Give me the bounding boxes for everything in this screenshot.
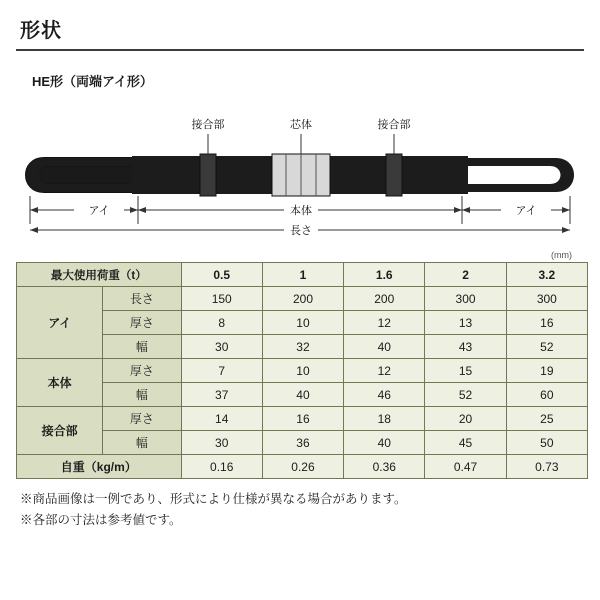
cell: 40 xyxy=(344,335,425,359)
cell: 43 xyxy=(425,335,506,359)
section-title: HE形（両端アイ形） xyxy=(32,74,153,89)
cell: 0.73 xyxy=(506,455,587,479)
cell: 14 xyxy=(181,407,262,431)
cell: 0.47 xyxy=(425,455,506,479)
table-row xyxy=(17,287,588,311)
table-header-row xyxy=(17,263,588,287)
cell: 300 xyxy=(425,287,506,311)
table-row xyxy=(17,455,588,479)
cell: 18 xyxy=(344,407,425,431)
cell: 200 xyxy=(344,287,425,311)
cell: 30 xyxy=(181,335,262,359)
label-eye-left: アイ xyxy=(88,205,110,217)
sling-diagram xyxy=(14,96,586,256)
note-line-2: ※各部の寸法は参考値です。 xyxy=(20,513,182,528)
group-label-body: 本体 xyxy=(17,359,103,407)
right-eye-shape xyxy=(466,158,574,192)
notes-block xyxy=(20,489,586,532)
cell: 25 xyxy=(506,407,587,431)
header-capacity-4: 3.2 xyxy=(506,263,587,287)
cell: 52 xyxy=(506,335,587,359)
page-title: 形状 xyxy=(20,20,62,42)
cell: 0.26 xyxy=(262,455,343,479)
table-row xyxy=(17,359,588,383)
table-row xyxy=(17,335,588,359)
row-label-weight: 自重（kg/m） xyxy=(17,455,182,479)
cell: 60 xyxy=(506,383,587,407)
cell: 19 xyxy=(506,359,587,383)
cell: 15 xyxy=(425,359,506,383)
cell: 40 xyxy=(262,383,343,407)
cell: 12 xyxy=(344,359,425,383)
cell: 8 xyxy=(181,311,262,335)
header-capacity-3: 2 xyxy=(425,263,506,287)
group-label-joint: 接合部 xyxy=(17,407,103,455)
cell: 40 xyxy=(344,431,425,455)
group-label-eye: アイ xyxy=(17,287,103,359)
unit-note: (mm) xyxy=(551,250,572,260)
label-length: 長さ xyxy=(290,225,312,237)
cell: 10 xyxy=(262,311,343,335)
cell: 20 xyxy=(425,407,506,431)
cell: 52 xyxy=(425,383,506,407)
cell: 50 xyxy=(506,431,587,455)
cell: 45 xyxy=(425,431,506,455)
header-capacity-1: 1 xyxy=(262,263,343,287)
sling-diagram-svg xyxy=(14,96,586,256)
cell: 300 xyxy=(506,287,587,311)
cell: 150 xyxy=(181,287,262,311)
label-joint-left: 接合部 xyxy=(191,119,225,131)
cell: 7 xyxy=(181,359,262,383)
right-joint-shape xyxy=(386,154,402,196)
spec-table xyxy=(16,262,588,479)
cell: 0.16 xyxy=(181,455,262,479)
cell: 12 xyxy=(344,311,425,335)
left-eye-shape xyxy=(26,158,134,192)
sub-label-eye-thickness: 厚さ xyxy=(103,311,181,335)
header-capacity-0: 0.5 xyxy=(181,263,262,287)
cell: 32 xyxy=(262,335,343,359)
label-core: 芯体 xyxy=(290,119,312,131)
table-row xyxy=(17,407,588,431)
sub-label-joint-thickness: 厚さ xyxy=(103,407,181,431)
label-eye-right: アイ xyxy=(515,205,537,217)
cell: 30 xyxy=(181,431,262,455)
cell: 10 xyxy=(262,359,343,383)
cell: 0.36 xyxy=(344,455,425,479)
sub-label-joint-width: 幅 xyxy=(103,431,181,455)
sub-label-eye-length: 長さ xyxy=(103,287,181,311)
sub-label-body-width: 幅 xyxy=(103,383,181,407)
cell: 36 xyxy=(262,431,343,455)
core-shape xyxy=(272,154,330,196)
cell: 46 xyxy=(344,383,425,407)
sub-label-eye-width: 幅 xyxy=(103,335,181,359)
left-joint-shape xyxy=(200,154,216,196)
header-capacity-2: 1.6 xyxy=(344,263,425,287)
cell: 37 xyxy=(181,383,262,407)
cell: 13 xyxy=(425,311,506,335)
table-row xyxy=(17,311,588,335)
label-joint-right: 接合部 xyxy=(377,119,411,131)
table-row xyxy=(17,431,588,455)
cell: 16 xyxy=(506,311,587,335)
sub-label-body-thickness: 厚さ xyxy=(103,359,181,383)
header-capacity-label: 最大使用荷重（t） xyxy=(17,263,182,287)
table-row xyxy=(17,383,588,407)
label-body: 本体 xyxy=(290,205,312,217)
cell: 200 xyxy=(262,287,343,311)
note-line-1: ※商品画像は一例であり、形式により仕様が異なる場合があります。 xyxy=(20,492,407,506)
title-divider xyxy=(16,49,584,51)
cell: 16 xyxy=(262,407,343,431)
